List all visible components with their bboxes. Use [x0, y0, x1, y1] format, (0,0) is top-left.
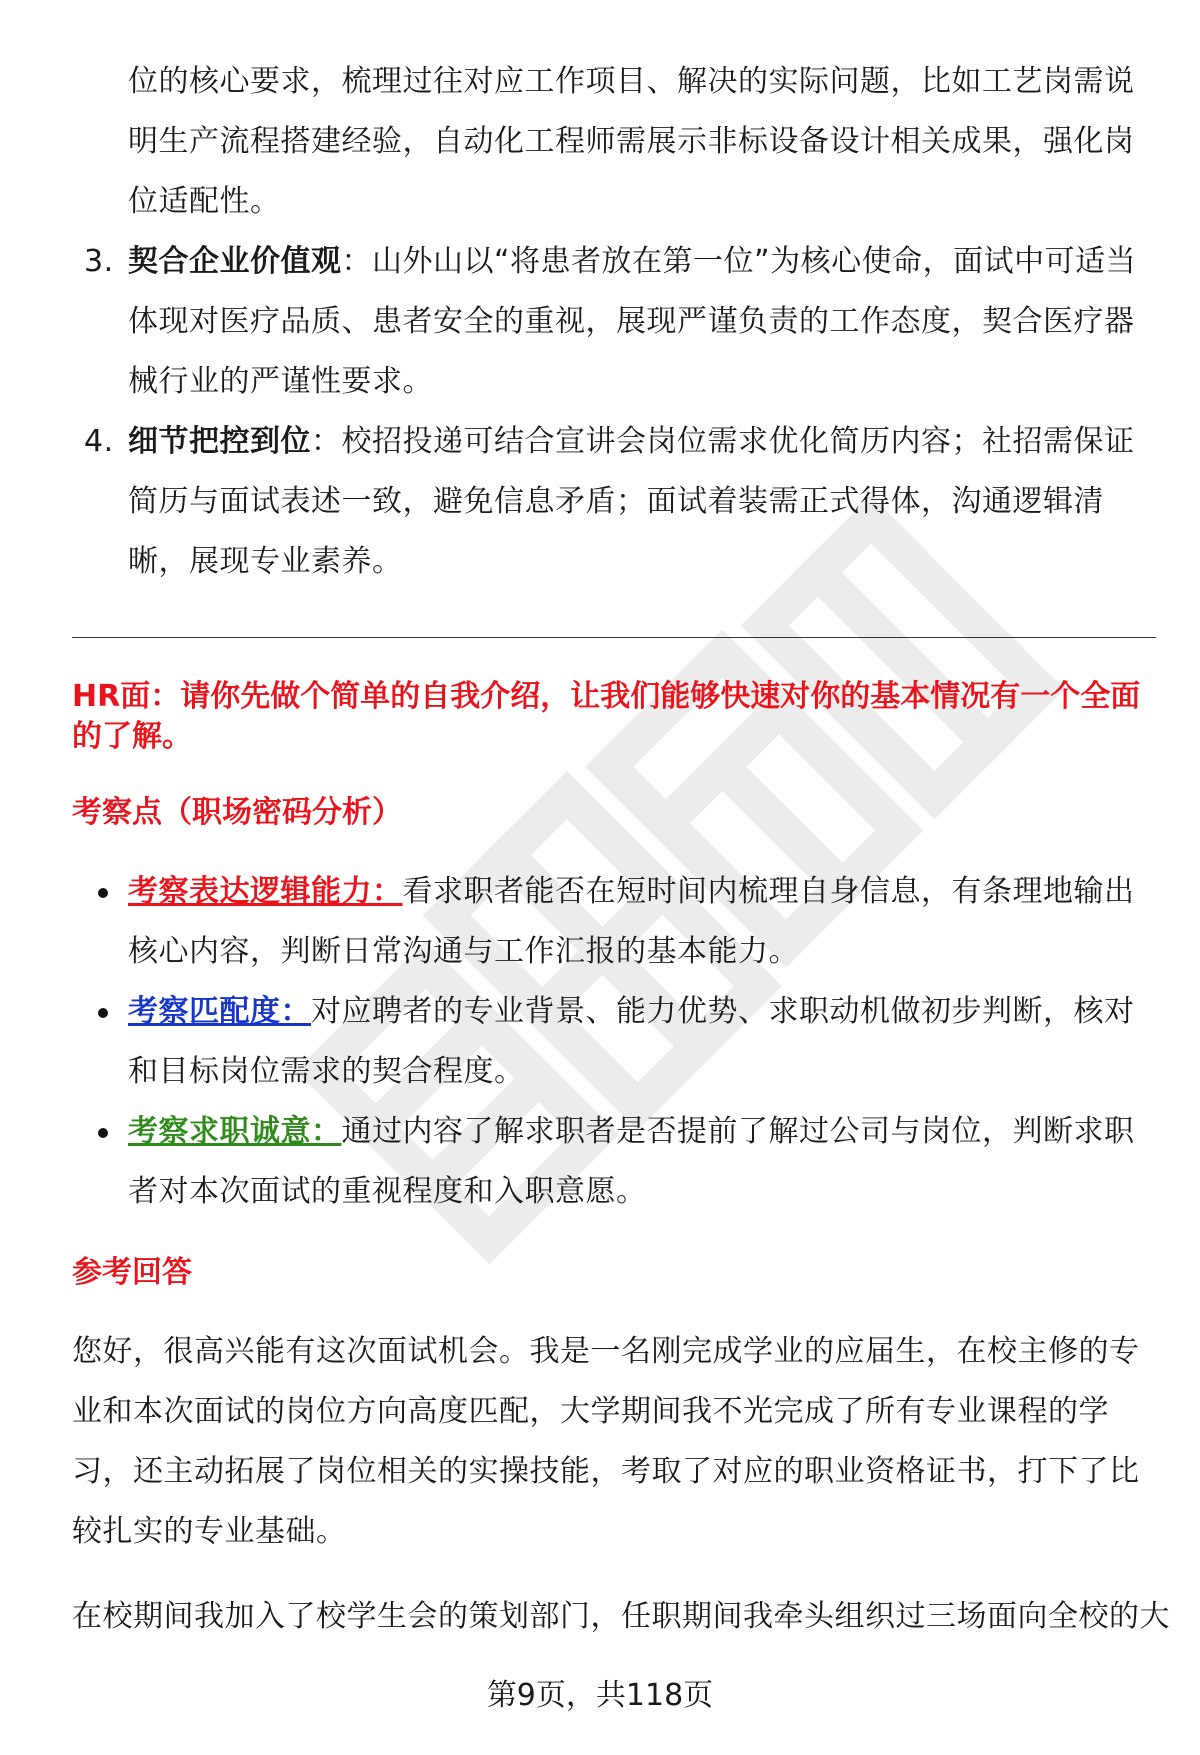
- list-item-title: 细节把控到位: [128, 424, 311, 459]
- list-item-title: 契合企业价值观: [128, 244, 342, 279]
- list-item-text: ：校招投递可结合宣讲会岗位需求优化简历内容；社招需保证简历与面试表述一致，避免信息矛盾；面试着装需正式得体，沟通逻辑清晰，展现专业素养。: [128, 424, 1135, 579]
- analysis-point-body: [128, 862, 1148, 982]
- bullet-dot: [98, 1128, 108, 1138]
- analysis-point-text: 看求职者能否在短时间内梳理自身信息，有条理地输出核心内容，判断日常沟通与工作汇报的基本能力。: [128, 874, 1135, 969]
- analysis-point-text: 对应聘者的专业背景、能力优势、求职动机做初步判断，核对和目标岗位需求的契合程度。: [128, 994, 1135, 1089]
- answer-paragraph: 您好，很高兴能有这次面试机会。我是一名刚完成学业的应届生，在校主修的专业和本次面试的岗位方向高度匹配，大学期间我不光完成了所有专业课程的学习，还主动拓展了岗位相关的实操技能，考取了对应的职业资格证书，打下了比较扎实的专业基础。: [72, 1334, 1140, 1549]
- analysis-point-key: 考察表达逻辑能力：: [128, 874, 403, 909]
- analysis-point-key: 考察匹配度：: [128, 994, 311, 1029]
- bullet-dot: [98, 888, 108, 898]
- hr-question-heading: HR面：请你先做个简单的自我介绍，让我们能够快速对你的基本情况有一个全面的了解。: [72, 679, 1141, 754]
- analysis-point-key: 考察求职诚意：: [128, 1114, 342, 1149]
- list-item-body: [128, 412, 1148, 592]
- list-item-number: 3.: [84, 244, 114, 279]
- list-item-number: 4.: [84, 424, 114, 459]
- answer-paragraph: 在校期间我加入了校学生会的策划部门，任职期间我牵头组织过三场面向全校的大: [72, 1599, 1170, 1634]
- list-item-text: ：山外山以“将患者放在第一位”为核心使命，面试中可适当体现对医疗品质、患者安全的重视，展现严谨负责的工作态度，契合医疗器械行业的严谨性要求。: [128, 244, 1137, 399]
- analysis-point-text: 通过内容了解求职者是否提前了解过公司与岗位，判断求职者对本次面试的重视程度和入职意愿。: [128, 1114, 1135, 1209]
- list-item-body: [128, 232, 1148, 412]
- bullet-dot: [98, 1008, 108, 1018]
- answer-heading: 参考回答: [72, 1255, 192, 1290]
- section-divider: [72, 637, 1156, 638]
- analysis-point-body: [128, 1102, 1148, 1222]
- analysis-heading: 考察点（职场密码分析）: [72, 795, 402, 830]
- continued-list-item: 位的核心要求，梳理过往对应工作项目、解决的实际问题，比如工艺岗需说明生产流程搭建经验，自动化工程师需展示非标设备设计相关成果，强化岗位适配性。: [128, 64, 1135, 219]
- page-footer: 第9页，共118页: [486, 1678, 714, 1713]
- analysis-point-body: [128, 982, 1148, 1102]
